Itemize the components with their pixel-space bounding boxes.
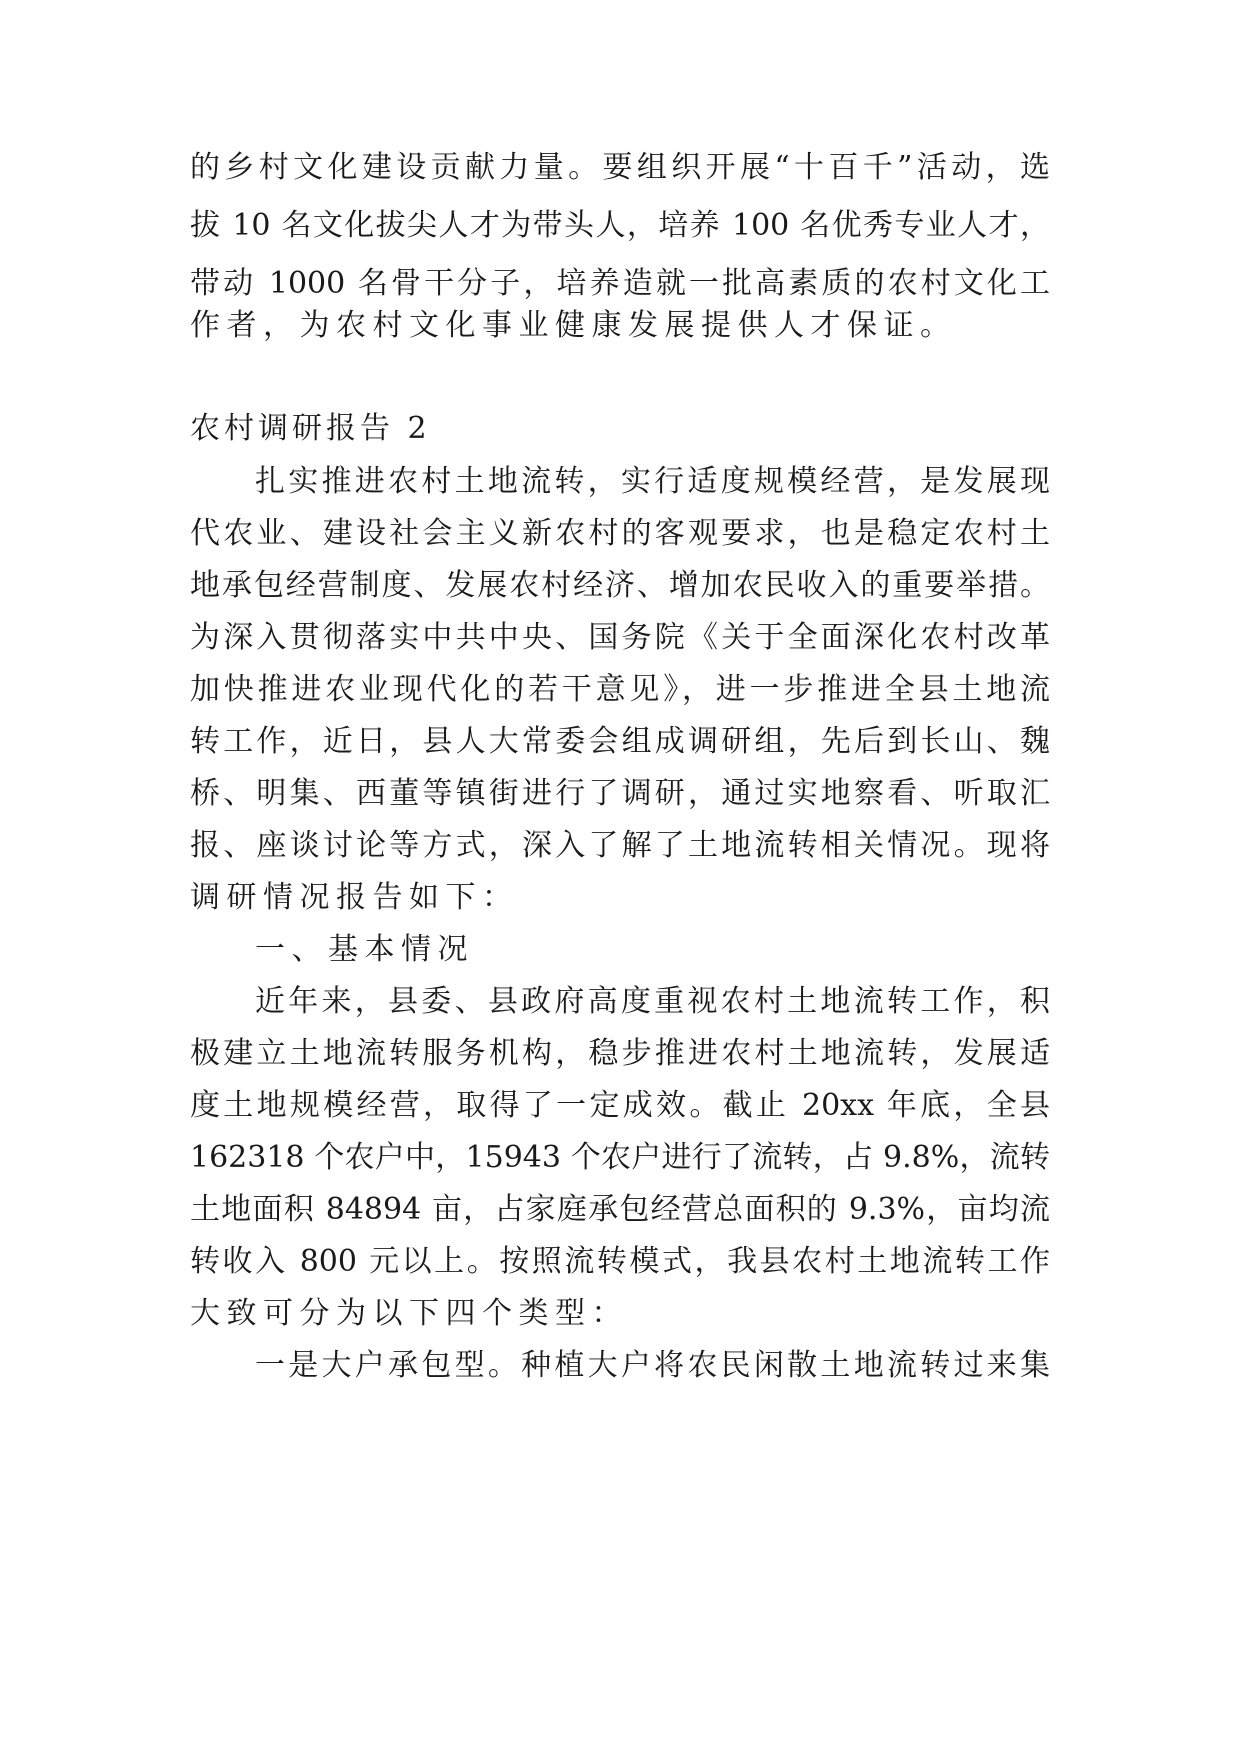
text-line: 的乡村文化建设贡献力量。要组织开展“十百千”活动，选 — [190, 150, 1050, 185]
text-line: 扎实推进农村土地流转，实行适度规模经营，是发展现 — [255, 464, 1050, 499]
text-line: 代农业、建设社会主义新农村的客观要求，也是稳定农村土 — [190, 516, 1050, 551]
text-line: 作者，为农村文化事业健康发展提供人才保证。 — [190, 308, 957, 343]
text-line: 桥、明集、西董等镇街进行了调研，通过实地察看、听取汇 — [190, 776, 1050, 811]
text-line: 近年来，县委、县政府高度重视农村土地流转工作，积 — [255, 984, 1050, 1019]
text-line: 大致可分为以下四个类型： — [190, 1296, 628, 1331]
text-line: 土地面积 84894 亩，占家庭承包经营总面积的 9.3%，亩均流 — [190, 1192, 1050, 1227]
text-line: 162318 个农户中，15943 个农户进行了流转，占 9.8%，流转 — [190, 1140, 1050, 1175]
text-line: 报、座谈讨论等方式，深入了解了土地流转相关情况。现将 — [190, 828, 1050, 863]
text-line: 为深入贯彻落实中共中央、国务院《关于全面深化农村改革 — [190, 620, 1050, 655]
text-line: 带动 1000 名骨干分子，培养造就一批高素质的农村文化工 — [190, 266, 1050, 301]
text-line: 地承包经营制度、发展农村经济、增加农民收入的重要举措。 — [190, 568, 1050, 603]
text-line: 极建立土地流转服务机构，稳步推进农村土地流转，发展适 — [190, 1036, 1050, 1071]
section-title: 农村调研报告 2 — [190, 411, 431, 446]
text-line: 转工作，近日，县人大常委会组成调研组，先后到长山、魏 — [190, 724, 1050, 759]
text-line: 一是大户承包型。种植大户将农民闲散土地流转过来集 — [255, 1348, 1050, 1383]
text-line: 加快推进农业现代化的若干意见》，进一步推进全县土地流 — [190, 672, 1050, 707]
text-line: 拔 10 名文化拔尖人才为带头人，培养 100 名优秀专业人才， — [190, 208, 1050, 243]
text-line: 调研情况报告如下： — [190, 880, 519, 915]
text-line: 度土地规模经营，取得了一定成效。截止 20xx 年底，全县 — [190, 1088, 1050, 1123]
text-line: 转收入 800 元以上。按照流转模式，我县农村土地流转工作 — [190, 1244, 1050, 1279]
section-heading: 一、基本情况 — [255, 932, 474, 967]
